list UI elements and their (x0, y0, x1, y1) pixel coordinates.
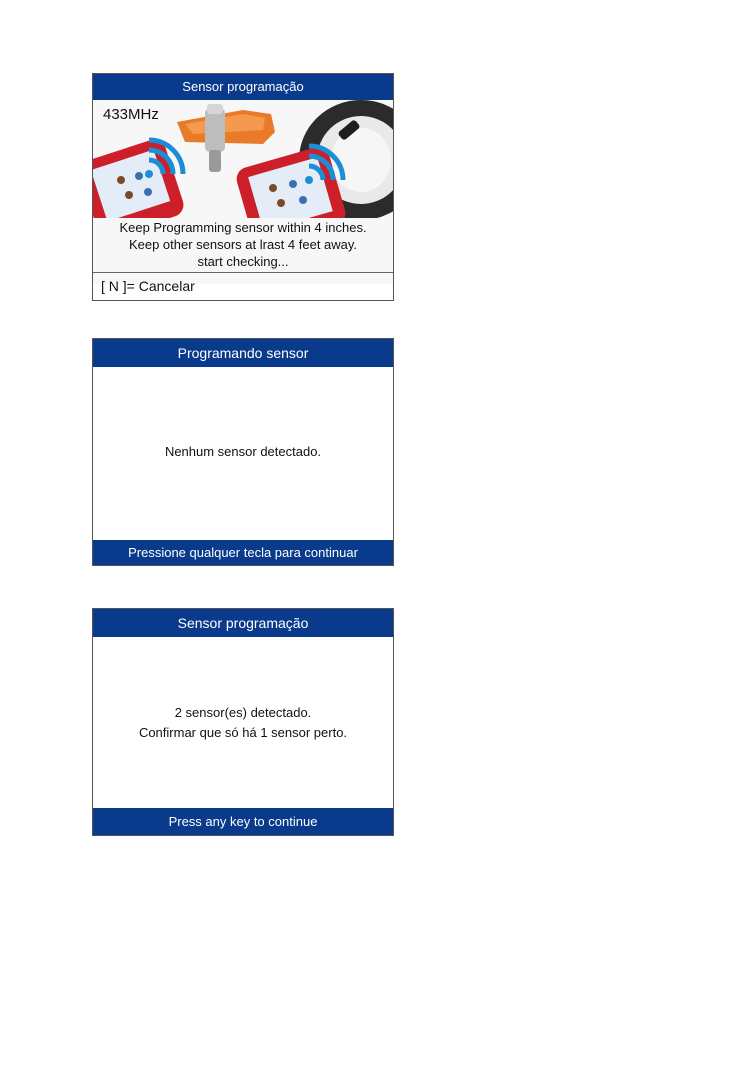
message-line: 2 sensor(es) detectado. (174, 705, 312, 720)
screen-programming-sensor (92, 338, 394, 566)
continue-prompt[interactable]: Press any key to continue (93, 808, 393, 835)
screen-sensor-programming (92, 73, 394, 301)
tpms-sensor-icon (177, 104, 275, 172)
screen-title: Programando sensor (93, 339, 393, 367)
continue-prompt[interactable]: Pressione qualquer tecla para continuar (93, 540, 393, 565)
status-message: Nenhum sensor detectado. (164, 444, 322, 459)
message-line: Keep other sensors at lrast 4 feet away. (128, 237, 358, 252)
cancel-hint[interactable]: [ N ]= Cancelar (101, 278, 195, 294)
screen-title: Sensor programação (93, 609, 393, 637)
divider (93, 272, 393, 273)
frequency-label: 433MHz (103, 106, 159, 123)
message-line: start checking... (197, 254, 289, 269)
message-line: Keep Programming sensor within 4 inches. (119, 220, 367, 235)
screen-sensor-detected (92, 608, 394, 836)
screen-title: Sensor programação (93, 74, 393, 100)
instruction-message (93, 219, 393, 270)
message-line: Confirmar que só há 1 sensor perto. (138, 725, 348, 740)
status-message (93, 703, 393, 743)
